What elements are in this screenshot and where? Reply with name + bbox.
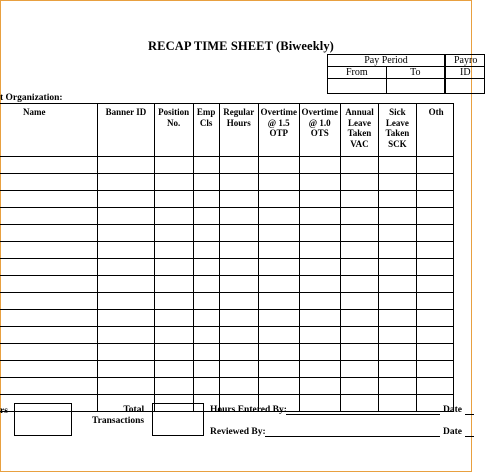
cell-annual-leave[interactable] [340,293,378,310]
cell-banner-id[interactable] [98,242,154,259]
cell-emp-cls[interactable] [193,276,219,293]
table-row [0,293,454,310]
cell-name[interactable] [0,157,98,174]
cell-regular-hours[interactable] [219,259,258,276]
cell-emp-cls[interactable] [193,242,219,259]
cell-emp-cls[interactable] [193,378,219,395]
cell-overtime-10[interactable] [299,293,340,310]
cell-overtime-15[interactable] [258,361,299,378]
cell-overtime-10[interactable] [299,191,340,208]
cell-position-no[interactable] [154,225,193,242]
cell-annual-leave[interactable] [340,310,378,327]
payroll-id-label: ID [446,67,485,79]
cell-name[interactable] [0,208,98,225]
cell-regular-hours[interactable] [219,208,258,225]
table-row [0,344,454,361]
cell-emp-cls[interactable] [193,174,219,191]
cell-regular-hours[interactable] [219,327,258,344]
cell-name[interactable] [0,276,98,293]
cell-name[interactable] [0,259,98,276]
cell-annual-leave[interactable] [340,395,378,412]
column-header-overtime-10: Overtime @ 1.0 OTS [299,104,340,157]
column-header-annual-leave: Annual Leave Taken VAC [340,104,378,157]
table-row [0,208,454,225]
cell-overtime-10[interactable] [299,259,340,276]
hours-total-box[interactable] [14,403,72,436]
cell-overtime-15[interactable] [258,208,299,225]
cell-banner-id[interactable] [98,225,154,242]
cell-overtime-15[interactable] [258,276,299,293]
cell-banner-id[interactable] [98,293,154,310]
cell-regular-hours[interactable] [219,191,258,208]
table-row [0,174,454,191]
cell-banner-id[interactable] [98,344,154,361]
cell-annual-leave[interactable] [340,327,378,344]
cell-annual-leave[interactable] [340,361,378,378]
table-row [0,225,454,242]
cell-position-no[interactable] [154,259,193,276]
cell-regular-hours[interactable] [219,225,258,242]
cell-name[interactable] [0,242,98,259]
cell-position-no[interactable] [154,327,193,344]
cell-overtime-15[interactable] [258,174,299,191]
cell-name[interactable] [0,310,98,327]
cell-other[interactable] [416,174,453,191]
cell-sick-leave[interactable] [379,208,416,225]
cell-annual-leave[interactable] [340,225,378,242]
cell-other[interactable] [416,242,453,259]
cell-overtime-10[interactable] [299,310,340,327]
cell-position-no[interactable] [154,378,193,395]
cell-overtime-10[interactable] [299,395,340,412]
column-header-position-no: Position No. [154,104,193,157]
cell-overtime-10[interactable] [299,174,340,191]
cell-overtime-10[interactable] [299,361,340,378]
table-row [0,157,454,174]
cell-emp-cls[interactable] [193,327,219,344]
cell-position-no[interactable] [154,293,193,310]
cell-position-no[interactable] [154,361,193,378]
cell-annual-leave[interactable] [340,378,378,395]
column-header-regular-hours: Regular Hours [219,104,258,157]
pay-period-to-input[interactable] [386,79,444,94]
cell-sick-leave[interactable] [379,361,416,378]
payroll-id-table [445,54,485,94]
cell-sick-leave[interactable] [379,395,416,412]
cell-emp-cls[interactable] [193,361,219,378]
cell-overtime-15[interactable] [258,378,299,395]
cell-emp-cls[interactable] [193,157,219,174]
cell-regular-hours[interactable] [219,276,258,293]
cell-emp-cls[interactable] [193,208,219,225]
cell-other[interactable] [416,378,453,395]
cell-position-no[interactable] [154,310,193,327]
payroll-id-input[interactable] [446,79,485,94]
cell-sick-leave[interactable] [379,327,416,344]
cell-emp-cls[interactable] [193,310,219,327]
column-header-overtime-15: Overtime @ 1.5 OTP [258,104,299,157]
cell-annual-leave[interactable] [340,276,378,293]
form-title: RECAP TIME SHEET (Biweekly) [148,39,334,53]
cell-regular-hours[interactable] [219,361,258,378]
cell-sick-leave[interactable] [379,310,416,327]
cell-name[interactable] [0,225,98,242]
cell-overtime-10[interactable] [299,208,340,225]
table-row [0,327,454,344]
cell-annual-leave[interactable] [340,344,378,361]
cell-annual-leave[interactable] [340,208,378,225]
cell-regular-hours[interactable] [219,310,258,327]
hours-entered-date-label: Date [443,405,462,415]
column-header-name: Name [0,104,98,157]
cell-banner-id[interactable] [98,276,154,293]
cell-emp-cls[interactable] [193,259,219,276]
reviewed-date-label: Date [443,427,462,437]
column-header-banner-id: Banner ID [98,104,154,157]
cell-annual-leave[interactable] [340,191,378,208]
cell-other[interactable] [416,344,453,361]
cell-regular-hours[interactable] [219,344,258,361]
cell-position-no[interactable] [154,276,193,293]
cell-emp-cls[interactable] [193,225,219,242]
pay-period-from: From [328,67,387,79]
cell-sick-leave[interactable] [379,157,416,174]
cell-overtime-15[interactable] [258,327,299,344]
cell-banner-id[interactable] [98,378,154,395]
cell-regular-hours[interactable] [219,174,258,191]
cell-overtime-10[interactable] [299,344,340,361]
cell-position-no[interactable] [154,344,193,361]
reviewed-by-label: Reviewed By: [210,427,266,437]
hours-entered-by-label: Hours Entered By: [210,405,287,415]
cell-sick-leave[interactable] [379,225,416,242]
cell-position-no[interactable] [154,242,193,259]
table-row [0,259,454,276]
cell-banner-id[interactable] [98,327,154,344]
table-row [0,191,454,208]
cell-overtime-15[interactable] [258,293,299,310]
table-row [0,378,454,395]
cell-other[interactable] [416,327,453,344]
pay-period-table [327,54,445,94]
cell-overtime-15[interactable] [258,157,299,174]
cell-banner-id[interactable] [98,361,154,378]
cell-overtime-10[interactable] [299,378,340,395]
payroll-label: Payro [446,55,485,67]
cell-position-no[interactable] [154,174,193,191]
organization-label: t Organization: [0,93,63,103]
cell-emp-cls[interactable] [193,344,219,361]
cell-other[interactable] [416,293,453,310]
cell-regular-hours[interactable] [219,293,258,310]
cell-name[interactable] [0,191,98,208]
cell-overtime-15[interactable] [258,259,299,276]
cell-sick-leave[interactable] [379,259,416,276]
cell-banner-id[interactable] [98,157,154,174]
cell-other[interactable] [416,157,453,174]
table-row [0,276,454,293]
cell-other[interactable] [416,361,453,378]
cell-name[interactable] [0,344,98,361]
table-row [0,310,454,327]
cell-name[interactable] [0,327,98,344]
cell-banner-id[interactable] [98,174,154,191]
cell-emp-cls[interactable] [193,191,219,208]
cell-banner-id[interactable] [98,191,154,208]
footer-left-label: rs [0,406,8,416]
cell-position-no[interactable] [154,157,193,174]
cell-emp-cls[interactable] [193,293,219,310]
cell-other[interactable] [416,276,453,293]
cell-annual-leave[interactable] [340,242,378,259]
cell-name[interactable] [0,378,98,395]
column-header-other: Oth [416,104,453,157]
table-row [0,242,454,259]
cell-overtime-10[interactable] [299,157,340,174]
total-transactions-box[interactable] [152,403,204,436]
time-sheet-grid [0,103,454,412]
cell-sick-leave[interactable] [379,174,416,191]
cell-banner-id[interactable] [98,310,154,327]
pay-period-from-input[interactable] [328,79,387,94]
cell-other[interactable] [416,191,453,208]
column-header-emp-cls: Emp Cls [193,104,219,157]
cell-sick-leave[interactable] [379,191,416,208]
cell-annual-leave[interactable] [340,157,378,174]
cell-sick-leave[interactable] [379,293,416,310]
cell-other[interactable] [416,310,453,327]
cell-overtime-15[interactable] [258,310,299,327]
reviewed-date-line[interactable] [465,436,474,437]
total-transactions-label: Total Transactions [92,405,145,426]
cell-sick-leave[interactable] [379,276,416,293]
cell-name[interactable] [0,361,98,378]
header-row [0,104,454,157]
cell-banner-id[interactable] [98,208,154,225]
cell-other[interactable] [416,208,453,225]
cell-position-no[interactable] [154,208,193,225]
cell-annual-leave[interactable] [340,259,378,276]
cell-regular-hours[interactable] [219,242,258,259]
cell-sick-leave[interactable] [379,378,416,395]
pay-period-label: Pay Period [328,55,445,67]
cell-overtime-15[interactable] [258,344,299,361]
cell-banner-id[interactable] [98,259,154,276]
column-header-sick-leave: Sick Leave Taken SCK [379,104,416,157]
table-row [0,361,454,378]
hours-entered-by-line[interactable] [286,414,440,415]
cell-overtime-10[interactable] [299,225,340,242]
cell-regular-hours[interactable] [219,378,258,395]
cell-overtime-10[interactable] [299,327,340,344]
cell-regular-hours[interactable] [219,157,258,174]
cell-overtime-10[interactable] [299,242,340,259]
cell-sick-leave[interactable] [379,344,416,361]
cell-overtime-15[interactable] [258,225,299,242]
cell-overtime-15[interactable] [258,242,299,259]
pay-period-to: To [386,67,444,79]
cell-sick-leave[interactable] [379,242,416,259]
cell-other[interactable] [416,225,453,242]
cell-overtime-10[interactable] [299,276,340,293]
cell-name[interactable] [0,174,98,191]
cell-name[interactable] [0,293,98,310]
cell-annual-leave[interactable] [340,174,378,191]
cell-position-no[interactable] [154,191,193,208]
cell-overtime-15[interactable] [258,191,299,208]
reviewed-by-line[interactable] [265,436,440,437]
hours-entered-date-line[interactable] [465,414,474,415]
cell-other[interactable] [416,259,453,276]
